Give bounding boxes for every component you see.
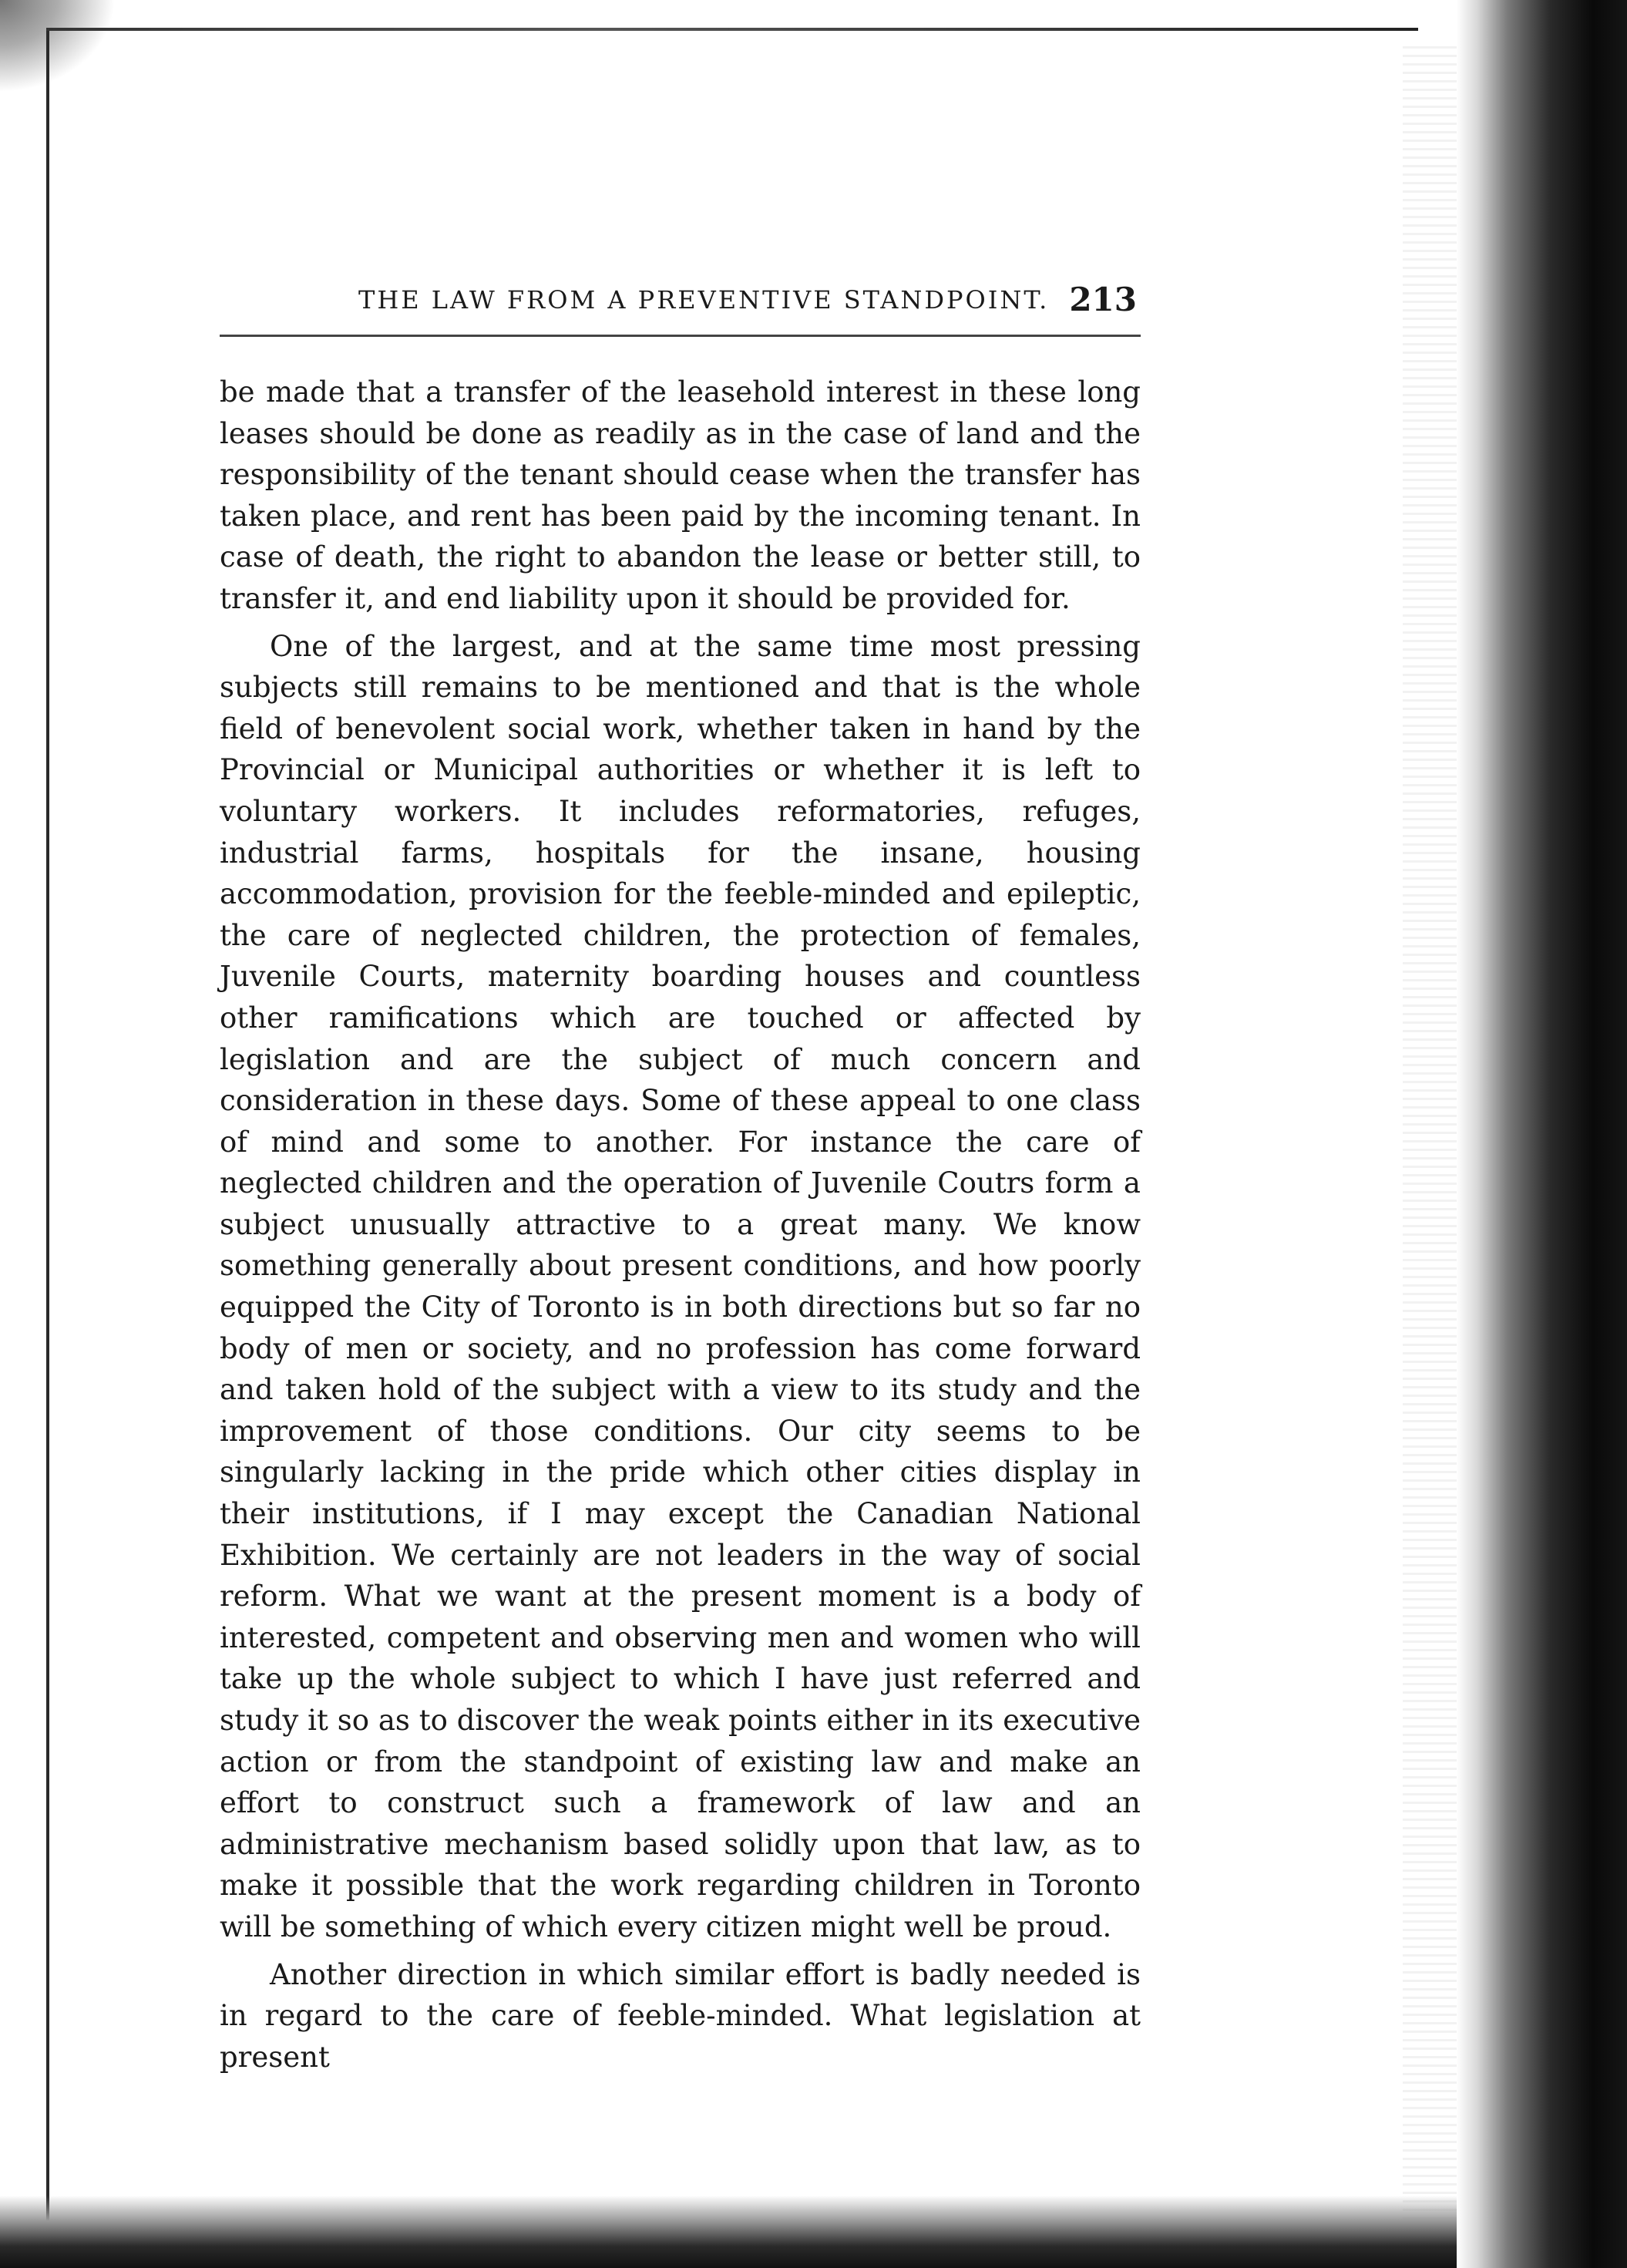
paragraph-1: be made that a transfer of the leasehold interest in these long leases should be done as readily as in the case of land and the responsibility of the tenant should cease when the transfer has taken place, and rent has been paid by the incoming tenant. In case of death, the right to abandon the lease or better still, to transfer it, and end liability upon it should be provided for. (220, 375, 1141, 615)
page-bottom-edge (0, 2196, 1457, 2268)
paragraph-2: One of the largest, and at the same time most pressing subjects still remains to be mentioned and that is the whole field of benevolent social work, whether taken in hand by the Provincial or Municipal authorities or whether it is left to voluntary workers. It includes reformatories, refuges, industrial farms, hospitals for the insane, housing accommodation, provision for the feeble-minded and epileptic, the care of neglected children, the protection of females, Juvenile Courts, maternity boarding houses and countless other ramifications which are touched or affected by legislation and are the subject of much concern and consideration in these days. Some of these appeal to one class of mind and some to another. For instance the care of neglected children and the operation of Juvenile Coutrs form a subject unusually attractive to a great many. We know something generally about present conditions, and how poorly equipped the City of Toronto is in both directions but so far no body of men or society, and no profession has come forward and taken hold of the subject with a view to its study and the improvement of those conditions. Our city seems to be singularly lacking in the pride which other cities display in their institutions, if I may except the Canadian National Exhibition. We certainly are not leaders in the way of social reform. What we want at the present moment is a body of interested, competent and observing men and women who will take up the whole subject to which I have just referred and study it so as to discover the weak points either in its executive action or from the standpoint of existing law and make an effort to construct such a framework of law and an administrative mechanism based solidly upon that law, as to make it possible that the work regarding children in Toronto will be something of which every citizen might well be proud. (220, 629, 1141, 1943)
running-header-title: THE LAW FROM A PREVENTIVE STANDPOINT. (358, 285, 1050, 315)
page-number: 213 (1069, 281, 1137, 318)
page-top-edge (46, 28, 1418, 31)
paragraph-3: Another direction in which similar effort is badly needed is in regard to the care of feeble-minded. What legislation at present (220, 1957, 1141, 2074)
scan-shadow-corner (0, 0, 116, 93)
body-text (220, 372, 1141, 2078)
running-header (220, 281, 1141, 324)
header-rule (220, 335, 1141, 337)
book-binding-shadow (1457, 0, 1627, 2268)
page-left-edge (46, 31, 49, 2236)
